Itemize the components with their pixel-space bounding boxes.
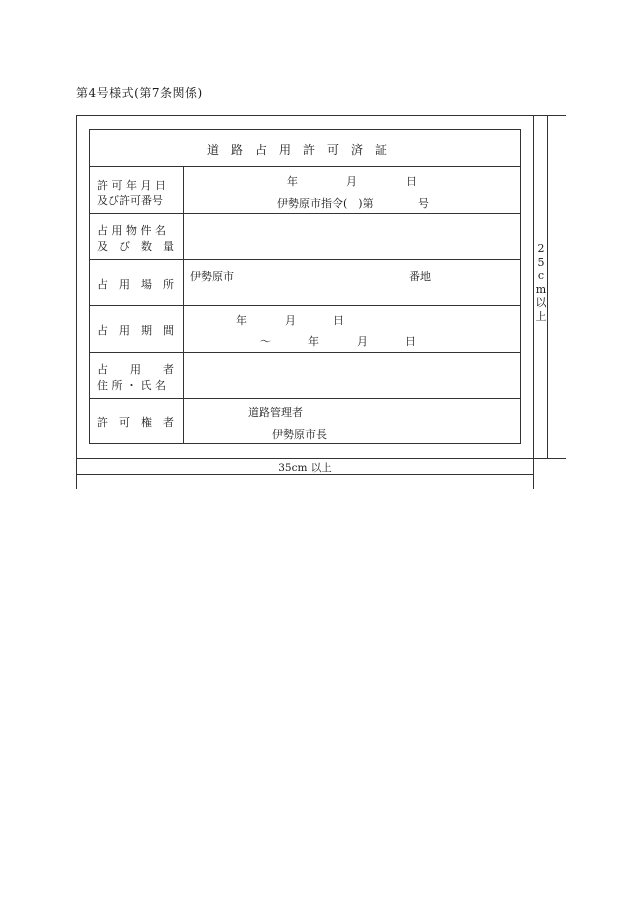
height-char: m	[535, 282, 547, 296]
label-occupant: 占 用 者	[97, 363, 174, 376]
label-item-name: 占 用 物 件 名	[97, 224, 166, 237]
width-dimension-label: 35cm 以上	[278, 462, 332, 474]
location-lot-suffix: 番地	[409, 270, 431, 283]
outer-top-border	[76, 115, 534, 116]
height-guide-top	[533, 115, 566, 116]
height-char: 以	[535, 296, 547, 309]
label-address-name: 住 所 ・ 氏 名	[97, 379, 166, 392]
permit-date-day: 日	[406, 175, 417, 188]
period-to-day: 日	[405, 335, 416, 348]
period-to-month: 月	[357, 335, 368, 348]
height-char: 2	[537, 242, 545, 255]
label-period: 占 用 期 間	[97, 324, 174, 337]
permit-number-prefix: 伊勢原市指令( )第	[277, 197, 374, 210]
outer-bottom-border	[76, 458, 566, 459]
row-divider	[89, 352, 521, 353]
outer-right-border	[533, 115, 534, 489]
row-divider	[89, 166, 521, 167]
certificate-title: 道 路 占 用 許 可 済 証	[207, 143, 388, 157]
table-left-border	[89, 129, 90, 444]
row-divider	[89, 259, 521, 260]
form-number: 第4号様式(第7条関係)	[76, 86, 203, 100]
permit-date-year: 年	[287, 175, 298, 188]
location-city: 伊勢原市	[190, 270, 234, 283]
table-top-border	[89, 129, 521, 130]
height-char: c	[537, 269, 545, 282]
height-char: 上	[535, 309, 547, 323]
authority-name: 伊勢原市長	[272, 428, 327, 441]
permit-date-month: 月	[346, 175, 357, 188]
height-guide-line	[547, 115, 548, 459]
row-divider	[89, 213, 521, 214]
height-dimension-label	[535, 242, 547, 323]
permit-number-suffix: 号	[418, 197, 429, 210]
outer-left-border	[76, 115, 77, 489]
period-tilde: ～	[260, 335, 271, 348]
period-from-day: 日	[333, 314, 344, 327]
authority-title: 道路管理者	[248, 406, 303, 419]
height-char: 5	[537, 255, 545, 269]
label-permit-date: 許 可 年 月 日	[97, 179, 166, 192]
row-divider	[89, 398, 521, 399]
label-location: 占 用 場 所	[97, 278, 174, 291]
row-divider	[89, 305, 521, 306]
table-right-border	[520, 129, 521, 444]
label-authority: 許 可 権 者	[97, 416, 174, 429]
period-from-month: 月	[285, 314, 296, 327]
label-quantity: 及 び 数 量	[97, 240, 174, 253]
period-from-year: 年	[236, 314, 247, 327]
label-permit-number: 及び許可番号	[97, 194, 163, 207]
table-bottom-border	[89, 443, 521, 444]
period-to-year: 年	[308, 335, 319, 348]
